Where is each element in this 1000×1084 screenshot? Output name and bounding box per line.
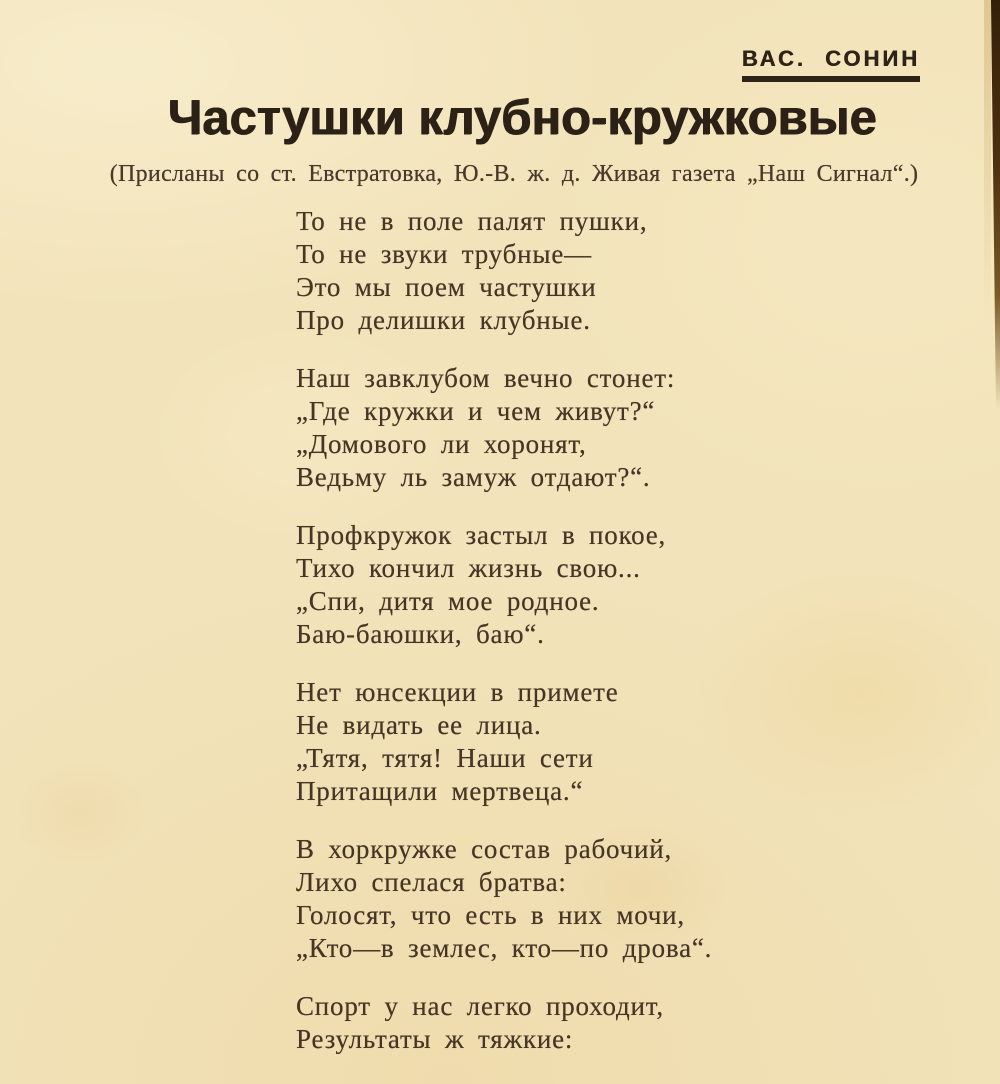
- verse-line: Тихо кончил жизнь свою...: [296, 553, 641, 583]
- book-edge-shadow: [990, 0, 1000, 410]
- page-subtitle: (Присланы со ст. Евстратовка, Ю.-В. ж. д. Живая газета „Наш Сигнал“.): [109, 161, 919, 187]
- verse-line: Лихо спелася братва:: [296, 867, 567, 897]
- verse-line: Это мы поем частушки: [296, 272, 597, 302]
- verse-line: Про делишки клубные.: [296, 305, 591, 335]
- verse-line: То не в поле палят пушки,: [296, 206, 648, 236]
- poem: [296, 205, 712, 1081]
- verse-line: Спорт у нас легко проходит,: [296, 991, 664, 1021]
- stanza: [296, 676, 712, 808]
- verse-line: Наш завклубом вечно стонет:: [296, 363, 676, 393]
- verse-line: Ведьму ль замуж отдают?“.: [296, 462, 651, 492]
- verse-line: „Домового ли хоронят,: [296, 429, 587, 459]
- verse-line: „Где кружки и чем живут?“: [296, 396, 656, 426]
- verse-line: Не видать ее лица.: [296, 710, 542, 740]
- verse-line: То не звуки трубные—: [296, 239, 592, 269]
- stanza: [296, 990, 712, 1056]
- verse-line: Профкружок застыл в покое,: [296, 520, 667, 550]
- stanza: [296, 833, 712, 965]
- verse-line: „Спи, дитя мое родное.: [296, 586, 600, 616]
- author-name: ВАС. СОНИН: [742, 46, 920, 82]
- stanza: [296, 362, 712, 494]
- verse-line: „Кто—в землес, кто—по дрова“.: [296, 933, 713, 963]
- verse-line: Результаты ж тяжкие:: [296, 1024, 574, 1054]
- stanza: [296, 519, 712, 651]
- verse-line: Голосят, что есть в них мочи,: [296, 900, 685, 930]
- verse-line: В хоркружке состав рабочий,: [296, 834, 673, 864]
- verse-line: Притащили мертвеца.“: [296, 776, 584, 806]
- verse-line: „Тятя, тятя! Наши сети: [296, 743, 594, 773]
- page-title: Частушки клубно-кружковые: [167, 91, 877, 145]
- stanza: [296, 205, 712, 337]
- verse-line: Нет юнсекции в примете: [296, 677, 619, 707]
- verse-line: Баю-баюшки, баю“.: [296, 619, 545, 649]
